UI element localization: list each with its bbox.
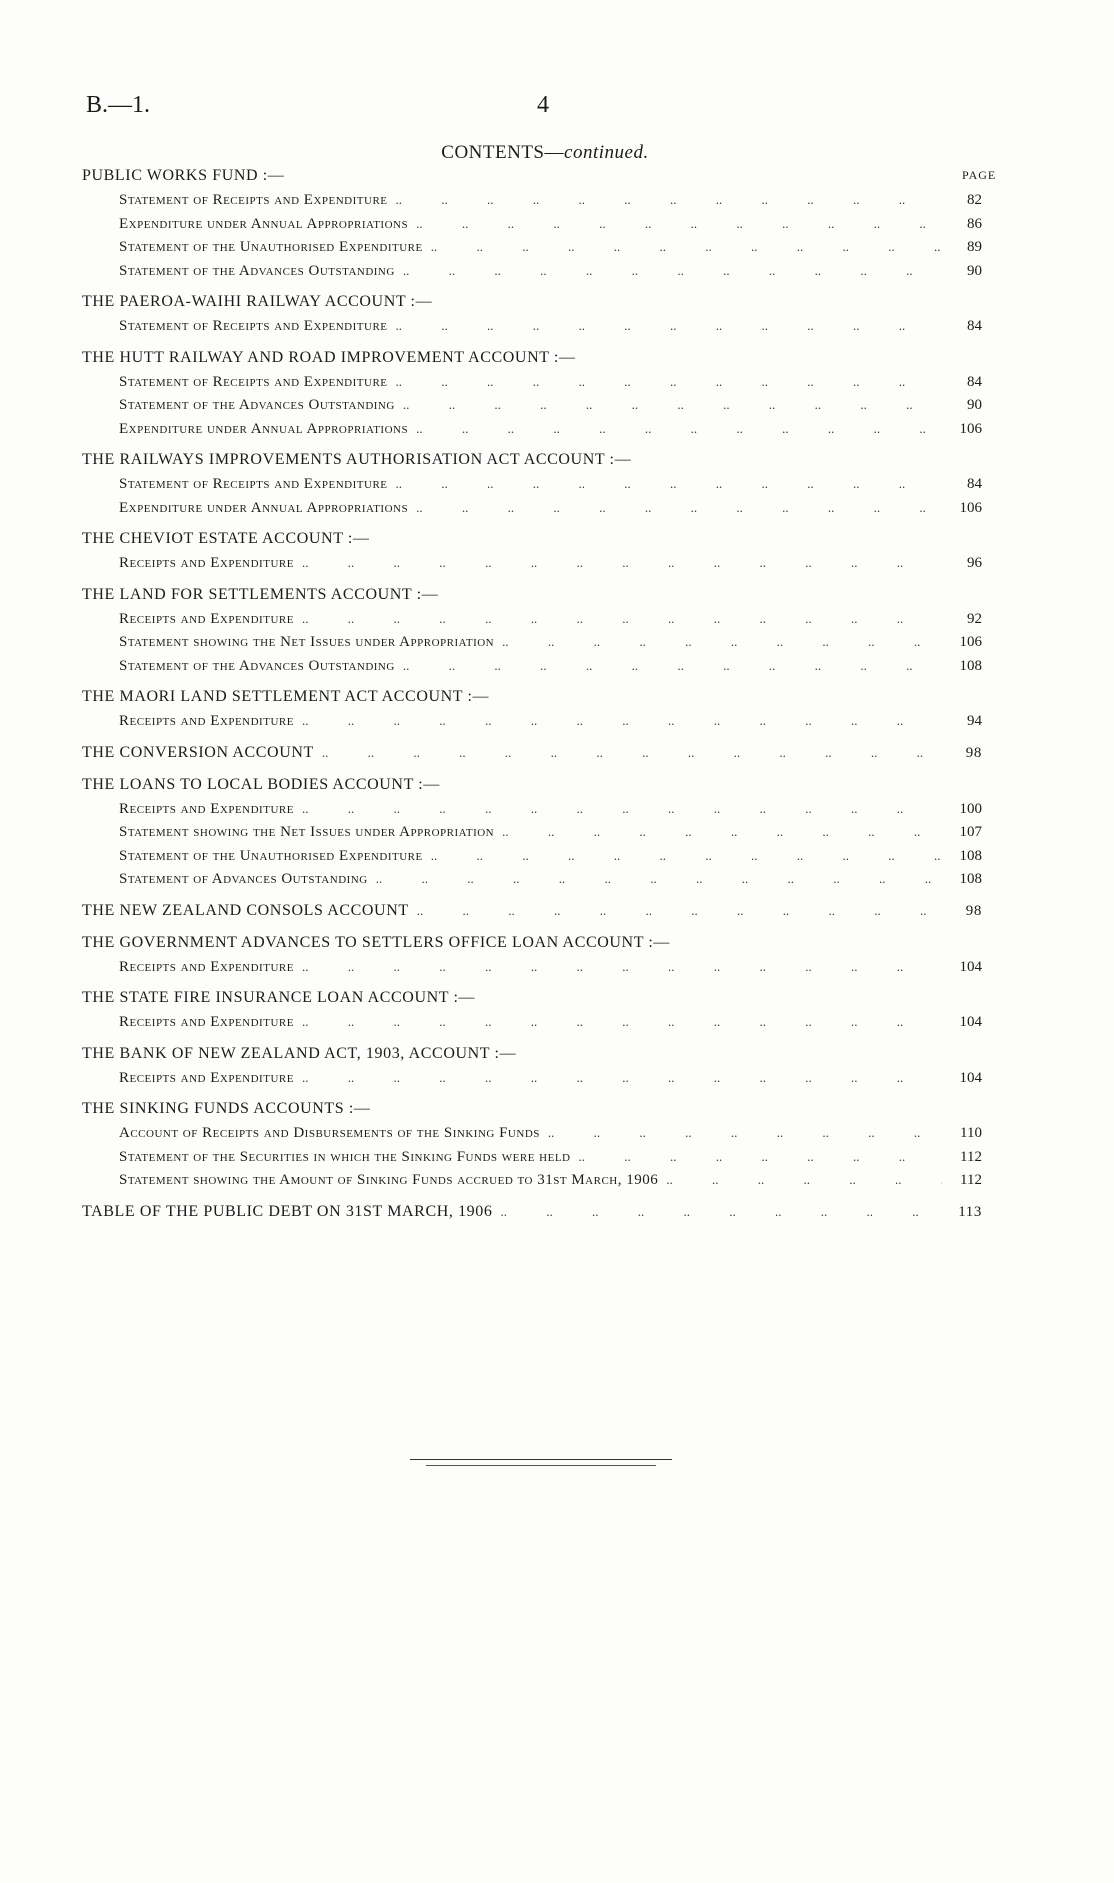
entry-label: Statement of the Advances Outstanding — [119, 262, 395, 279]
contents-entry — [82, 188, 982, 212]
contents-entry — [82, 472, 982, 496]
contents-title-main: CONTENTS— — [441, 142, 565, 163]
page-ref: 84 — [967, 318, 982, 334]
dot-leader — [494, 630, 942, 654]
page-ref: 90 — [967, 397, 982, 413]
dot-leader — [294, 551, 942, 575]
page-ref: 96 — [967, 555, 982, 571]
entry-label: Statement showing the Amount of Sinking Funds accrued to 31st March, 1906 — [119, 1172, 659, 1188]
section-heading — [82, 741, 982, 765]
page-ref: 108 — [959, 657, 982, 674]
entry-label: Statement showing the Net Issues under Appropriation — [119, 824, 495, 840]
contents-entry — [82, 797, 982, 821]
dot-leader — [494, 820, 942, 844]
section-heading — [82, 290, 982, 314]
entry-label: Receipts and Expenditure — [119, 800, 294, 817]
dot-leader — [395, 259, 942, 283]
contents-entry — [82, 709, 982, 733]
entry-label: Receipts and Expenditure — [119, 958, 294, 975]
section-heading — [82, 527, 982, 551]
entry-label: Statement showing the Net Issues under Appropriation — [119, 634, 495, 650]
page-ref: 113 — [958, 1203, 982, 1220]
section-heading-label: THE HUTT RAILWAY AND ROAD IMPROVEMENT ACCOUNT :— — [82, 348, 576, 366]
closing-rule-bottom — [426, 1465, 656, 1466]
page-ref: 104 — [959, 1014, 982, 1030]
section-heading-label: THE PAEROA-WAIHI RAILWAY ACCOUNT :— — [82, 293, 433, 310]
contents-entry — [82, 630, 982, 654]
section-heading-label: THE GOVERNMENT ADVANCES TO SETTLERS OFFICE LOAN ACCOUNT :— — [82, 933, 671, 951]
entry-label: Receipts and Expenditure — [119, 610, 294, 627]
contents-entry — [82, 607, 982, 631]
entry-label: Statement of Receipts and Expenditure — [119, 373, 388, 390]
section-heading-label: THE NEW ZEALAND CONSOLS ACCOUNT — [82, 901, 409, 919]
contents-entry — [82, 235, 982, 259]
contents-entry — [82, 844, 982, 868]
page-ref: 110 — [960, 1125, 982, 1141]
page-ref: 104 — [959, 958, 982, 975]
section-heading-label: THE RAILWAYS IMPROVEMENTS AUTHORISATION ACT ACCOUNT :— — [82, 451, 632, 468]
entry-label: Statement of the Advances Outstanding — [119, 397, 395, 413]
section-heading — [82, 931, 982, 955]
dot-leader — [540, 1121, 942, 1145]
page-ref: 90 — [967, 262, 982, 279]
contents-entry — [82, 370, 982, 394]
page-ref: 107 — [959, 824, 982, 840]
section-heading — [82, 448, 982, 472]
section-heading — [82, 583, 982, 607]
dot-leader — [388, 472, 942, 496]
dot-leader — [571, 1145, 943, 1169]
dot-leader — [493, 1200, 943, 1224]
page-ref: 100 — [959, 800, 982, 817]
section-heading-label: THE MAORI LAND SETTLEMENT ACT ACCOUNT :— — [82, 688, 490, 705]
entry-label: Expenditure under Annual Appropriations — [119, 215, 409, 232]
contents-entry — [82, 654, 982, 678]
section-heading-label: THE CHEVIOT ESTATE ACCOUNT :— — [82, 530, 370, 547]
dot-leader — [314, 741, 942, 765]
dot-leader — [294, 797, 942, 821]
page-ref: 84 — [967, 373, 982, 390]
contents-entry — [82, 820, 982, 844]
entry-label: Statement of the Unauthorised Expenditure — [119, 239, 423, 255]
page-ref: 108 — [959, 871, 982, 887]
contents-entry — [82, 1168, 982, 1192]
contents-entry — [82, 1121, 982, 1145]
section-heading — [82, 346, 982, 370]
dot-leader — [395, 393, 942, 417]
page-ref: 106 — [959, 499, 982, 516]
section-heading — [82, 773, 982, 797]
page-ref: 94 — [967, 713, 982, 729]
page-reference: B.—1. — [86, 92, 151, 118]
contents-entry — [82, 496, 982, 520]
page-ref: 108 — [959, 847, 982, 864]
dot-leader — [388, 188, 942, 212]
entry-label: Statement of Receipts and Expenditure — [119, 476, 388, 492]
section-heading — [82, 1200, 982, 1224]
section-heading-label: THE CONVERSION ACCOUNT — [82, 743, 314, 761]
section-heading-label: THE LOANS TO LOCAL BODIES ACCOUNT :— — [82, 775, 440, 793]
page-column-label: PAGE — [962, 168, 997, 182]
contents-entry — [82, 1066, 982, 1090]
dot-leader — [395, 654, 942, 678]
entry-label: Statement of the Unauthorised Expenditure — [119, 847, 423, 864]
dot-leader — [294, 709, 942, 733]
contents-entry — [82, 212, 982, 236]
contents-entry — [82, 393, 982, 417]
page-number: 4 — [537, 92, 549, 118]
section-heading — [82, 986, 982, 1010]
entry-label: Receipts and Expenditure — [119, 713, 294, 729]
entry-label: Expenditure under Annual Appropriations — [119, 499, 409, 516]
section-heading-label: TABLE OF THE PUBLIC DEBT ON 31ST MARCH, 1906 — [82, 1202, 493, 1220]
entry-label: Expenditure under Annual Appropriations — [119, 420, 409, 437]
entry-label: Statement of the Securities in which the Sinking Funds were held — [119, 1148, 571, 1165]
contents-entry — [82, 551, 982, 575]
dot-leader — [294, 1010, 942, 1034]
section-heading-label: PUBLIC WORKS FUND :— — [82, 167, 285, 184]
page-ref: 89 — [967, 239, 982, 255]
dot-leader — [368, 867, 942, 891]
entry-label: Receipts and Expenditure — [119, 1069, 294, 1086]
contents-title — [0, 142, 1090, 164]
page-ref: 112 — [960, 1148, 982, 1165]
contents-list — [82, 164, 982, 1224]
page-ref: 92 — [967, 610, 982, 627]
dot-leader — [294, 955, 942, 979]
section-heading-label: THE SINKING FUNDS ACCOUNTS :— — [82, 1100, 371, 1117]
page-ref: 106 — [959, 420, 982, 437]
dot-leader — [388, 314, 942, 338]
page-ref: 106 — [959, 634, 982, 650]
page-ref: 86 — [967, 215, 982, 232]
contents-entry — [82, 867, 982, 891]
contents-entry — [82, 955, 982, 979]
dot-leader — [388, 370, 942, 394]
page-ref: 82 — [967, 192, 982, 208]
section-heading-label: THE BANK OF NEW ZEALAND ACT, 1903, ACCOUNT :— — [82, 1044, 517, 1062]
entry-label: Statement of Receipts and Expenditure — [119, 318, 388, 334]
entry-label: Account of Receipts and Disbursements of the Sinking Funds — [119, 1125, 540, 1141]
contents-entry — [82, 1145, 982, 1169]
dot-leader — [409, 899, 942, 923]
page-ref: 98 — [965, 902, 982, 919]
section-heading-label: THE STATE FIRE INSURANCE LOAN ACCOUNT :— — [82, 989, 476, 1006]
section-heading-label: THE LAND FOR SETTLEMENTS ACCOUNT :— — [82, 585, 439, 603]
dot-leader — [294, 1066, 942, 1090]
entry-label: Receipts and Expenditure — [119, 555, 294, 571]
closing-rule-top — [410, 1459, 672, 1460]
dot-leader — [408, 496, 942, 520]
dot-leader — [294, 607, 942, 631]
section-heading — [82, 899, 982, 923]
contents-title-continued: continued. — [564, 142, 649, 163]
entry-label: Statement of Receipts and Expenditure — [119, 192, 388, 208]
entry-label: Receipts and Expenditure — [119, 1014, 294, 1030]
section-heading — [82, 1097, 982, 1121]
entry-label: Statement of Advances Outstanding — [119, 871, 368, 887]
dot-leader — [658, 1168, 942, 1192]
contents-entry — [82, 1010, 982, 1034]
section-heading — [82, 685, 982, 709]
page-ref: 104 — [959, 1069, 982, 1086]
dot-leader — [423, 235, 942, 259]
page-ref: 98 — [965, 744, 982, 761]
dot-leader — [408, 212, 942, 236]
dot-leader — [408, 417, 942, 441]
page-ref: 84 — [967, 476, 982, 492]
entry-label: Statement of the Advances Outstanding — [119, 657, 395, 674]
contents-entry — [82, 314, 982, 338]
dot-leader — [423, 844, 942, 868]
section-heading — [82, 164, 982, 188]
contents-entry — [82, 259, 982, 283]
contents-entry — [82, 417, 982, 441]
section-heading — [82, 1042, 982, 1066]
page-ref: 112 — [960, 1172, 982, 1188]
